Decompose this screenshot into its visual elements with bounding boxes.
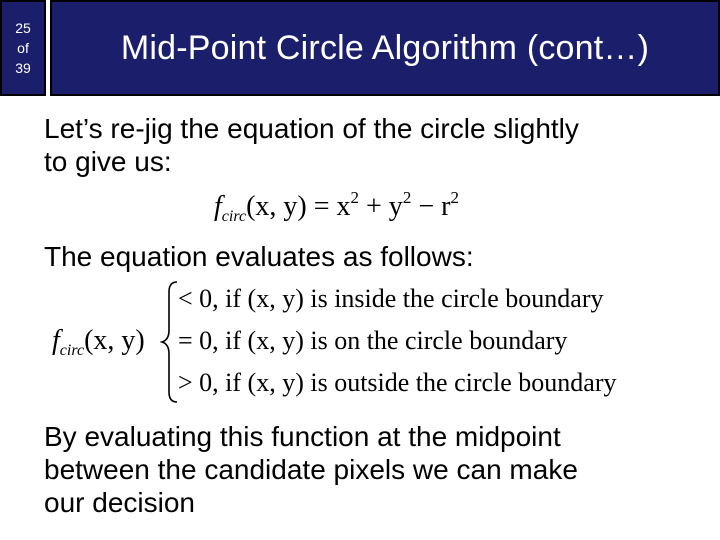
equation-plus-term: + y [359, 191, 403, 222]
title-bar [50, 0, 720, 96]
paragraph-conclusion-line-1: By evaluating this function at the midpoint [44, 421, 561, 452]
case-inside: < 0, if (x, y) is inside the circle boundary [178, 284, 604, 313]
paragraph-conclusion-line-3: our decision [44, 487, 195, 518]
slide-number: 25 [15, 20, 31, 36]
equation-subscript: circ [221, 208, 247, 225]
paragraph-intro-line-2: to give us: [44, 146, 172, 177]
slide-of-label: of [17, 40, 29, 56]
paragraph-conclusion [44, 420, 578, 519]
cases-function: f [52, 325, 60, 356]
cases-brace [160, 280, 180, 404]
paragraph-evaluates: The equation evaluates as follows: [44, 241, 474, 272]
paragraph-intro-line-1: Let’s re-jig the equation of the circle slightly [44, 113, 579, 144]
slide-title: Mid-Point Circle Algorithm (cont…) [120, 28, 650, 67]
cases-subscript: circ [59, 342, 85, 359]
equation-minus-term: − r [411, 191, 451, 222]
slide-total: 39 [15, 60, 31, 76]
equation-exp-3: 2 [450, 188, 459, 207]
equation-function: f [214, 191, 222, 222]
cases-function-label [52, 325, 145, 360]
circle-equation [214, 188, 459, 226]
case-on: = 0, if (x, y) is on the circle boundary [178, 326, 568, 355]
slide-counter [0, 0, 46, 96]
equation-exp-1: 2 [350, 188, 360, 207]
case-outside: > 0, if (x, y) is outside the circle boundary [178, 368, 617, 397]
cases-args: (x, y) [84, 325, 145, 356]
paragraph-conclusion-line-2: between the candidate pixels we can make [44, 454, 578, 485]
equation-exp-2: 2 [402, 188, 412, 207]
paragraph-intro [44, 112, 579, 178]
equation-args: (x, y) = x [246, 191, 351, 222]
